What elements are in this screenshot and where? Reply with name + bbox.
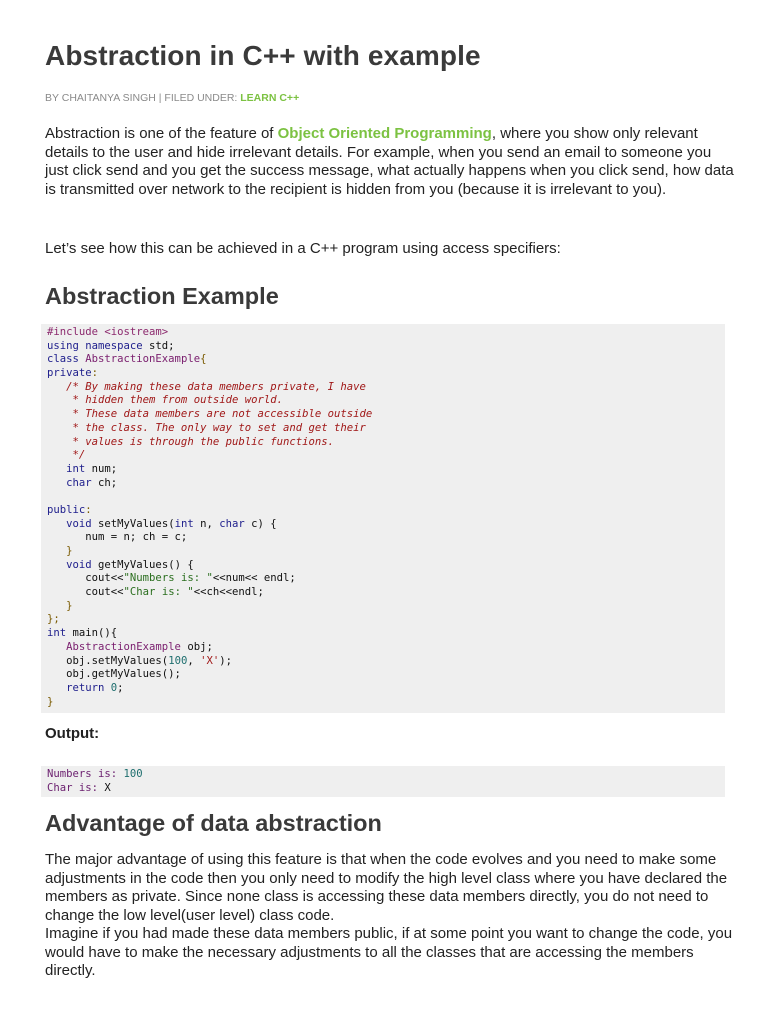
code-token: return bbox=[47, 681, 105, 694]
code-block bbox=[41, 324, 725, 713]
code-token: class bbox=[47, 353, 79, 366]
oop-link[interactable]: Object Oriented Programming bbox=[277, 125, 492, 142]
code-string: "Numbers is: " bbox=[123, 572, 213, 585]
intro-paragraph bbox=[45, 125, 735, 199]
output-value: 100 bbox=[117, 768, 143, 780]
code-token: public bbox=[47, 503, 86, 516]
code-comment: * hidden them from outside world. bbox=[47, 394, 283, 407]
code-token: private bbox=[47, 367, 92, 380]
code-token: <<num<< endl; bbox=[212, 572, 296, 585]
code-token: std; bbox=[142, 339, 175, 352]
code-token: int bbox=[47, 462, 86, 475]
intro-text-start: Abstraction is one of the feature of bbox=[45, 125, 278, 142]
intro-text-end: , where you show only relevant details to the user and hide irrelevant details. For example, when you send an email to someone you just click send and you get the success message, what actually happens when you click send, how data is transmitted over network to the recipient is hidden from you (because it is irrelevant to you). bbox=[45, 125, 734, 198]
code-token: <iostream> bbox=[98, 326, 169, 338]
code-token: setMyValues( bbox=[91, 517, 175, 530]
code-token: cout<< bbox=[47, 586, 124, 599]
code-token: } bbox=[47, 599, 73, 612]
output-block bbox=[41, 766, 725, 797]
code-token: ; bbox=[117, 681, 124, 694]
code-token: int bbox=[174, 517, 194, 530]
section-heading-example: Abstraction Example bbox=[45, 283, 279, 309]
code-token: char bbox=[219, 517, 245, 530]
code-string: "Char is: " bbox=[123, 586, 194, 599]
lead-in-paragraph: Let’s see how this can be achieved in a C++ program using access specifiers: bbox=[45, 240, 561, 257]
code-token: obj.getMyValues(); bbox=[47, 668, 181, 681]
post-meta bbox=[45, 92, 299, 104]
code-token: ch; bbox=[91, 476, 118, 489]
category-link[interactable]: LEARN C++ bbox=[240, 92, 300, 104]
code-token: }; bbox=[47, 613, 60, 626]
code-token: n, bbox=[193, 517, 220, 530]
code-number: 0 bbox=[104, 681, 118, 694]
code-token: main(){ bbox=[66, 627, 118, 640]
code-token: cout<< bbox=[47, 572, 124, 585]
advantage-paragraph-2: Imagine if you had made these data members public, if at some point you want to change the code, you would have to make the necessary adjustments to all the classes that are accessing the members directly. bbox=[45, 925, 733, 980]
code-token: AbstractionExample bbox=[78, 353, 201, 366]
output-label: Output: bbox=[45, 725, 100, 742]
code-token: : bbox=[91, 367, 99, 380]
code-token: { bbox=[200, 353, 207, 366]
advantage-paragraph-1: The major advantage of using this feature is that when the code evolves and you need to make some adjustments in the code then you only need to modify the high level class where you have declared the members as private. Since none class is accessing these data members directly, you do not need to change the low level(user level) class code. bbox=[45, 851, 728, 924]
code-token: num = n; ch = c; bbox=[47, 531, 188, 544]
page-title: Abstraction in C++ with example bbox=[45, 40, 481, 71]
code-token: obj.setMyValues( bbox=[47, 654, 169, 667]
output-key: Char is: bbox=[47, 781, 99, 794]
code-comment: * values is through the public functions. bbox=[47, 435, 335, 448]
code-token: } bbox=[47, 545, 73, 557]
output-value: X bbox=[98, 781, 111, 794]
code-string: 'X' bbox=[200, 654, 220, 667]
code-comment: */ bbox=[47, 449, 86, 462]
code-token: char bbox=[47, 476, 92, 489]
code-token: , bbox=[187, 654, 201, 667]
code-comment: * the class. The only way to set and get their bbox=[47, 421, 366, 434]
code-token: getMyValues() { bbox=[91, 558, 194, 571]
code-token: ); bbox=[219, 654, 232, 667]
code-number: 100 bbox=[168, 654, 188, 667]
code-token: void bbox=[47, 517, 92, 530]
code-token: AbstractionExample bbox=[47, 640, 181, 653]
post-author: BY CHAITANYA SINGH | FILED UNDER: bbox=[45, 92, 241, 104]
code-token: #include bbox=[47, 326, 99, 338]
code-token: obj; bbox=[180, 640, 213, 653]
code-token: void bbox=[47, 558, 92, 571]
code-token: num; bbox=[85, 462, 118, 475]
code-token: using namespace bbox=[47, 339, 143, 352]
section-heading-advantage: Advantage of data abstraction bbox=[45, 810, 382, 836]
code-token: } bbox=[47, 695, 54, 708]
code-token: int bbox=[47, 627, 67, 640]
output-key: Numbers is: bbox=[47, 768, 118, 780]
code-comment: /* By making these data members private, I have bbox=[47, 380, 366, 393]
code-token: <<ch<<endl; bbox=[193, 586, 264, 599]
code-token: : bbox=[85, 503, 92, 516]
code-comment: * These data members are not accessible outside bbox=[47, 408, 373, 421]
code-token: c) { bbox=[244, 517, 277, 530]
